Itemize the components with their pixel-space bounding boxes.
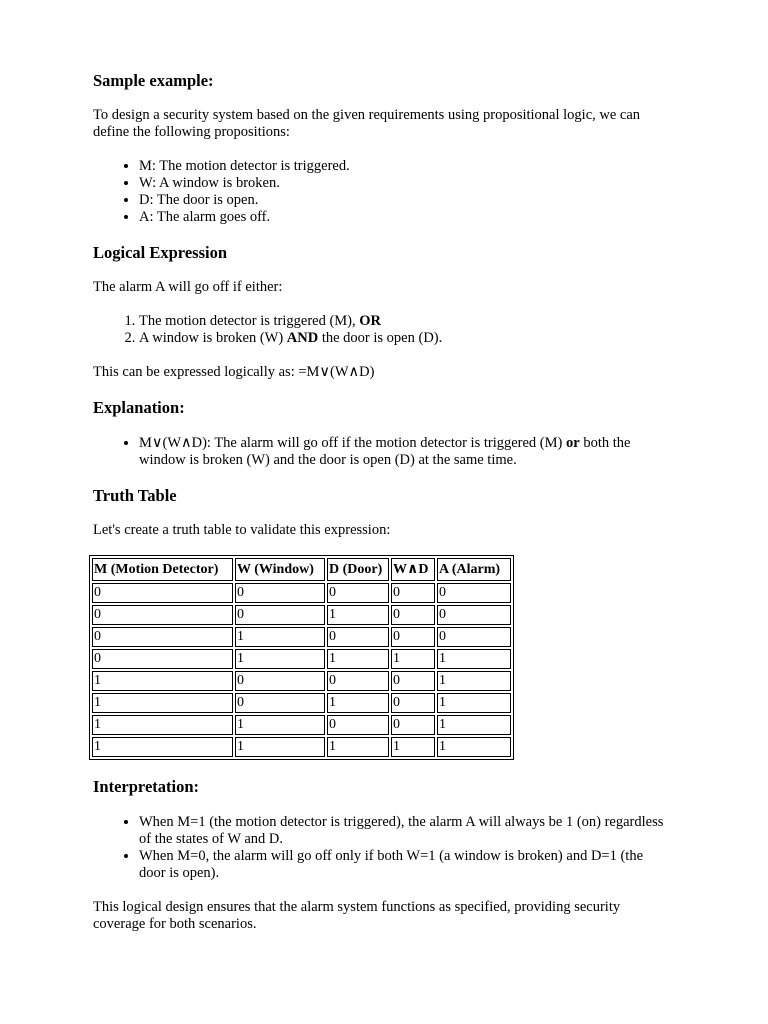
truth-table-header-row bbox=[92, 558, 511, 581]
truth-table-body bbox=[92, 583, 511, 757]
table-cell: 1 bbox=[92, 715, 233, 735]
table-cell: 1 bbox=[92, 693, 233, 713]
table-cell: 0 bbox=[327, 583, 389, 603]
table-cell: 0 bbox=[235, 671, 325, 691]
condition-item bbox=[139, 313, 673, 330]
table-cell: 0 bbox=[391, 715, 435, 735]
explanation-text: M∨(W∧D): The alarm will go off if the motion detector is triggered (M) bbox=[139, 435, 566, 451]
table-cell: 1 bbox=[391, 649, 435, 669]
conclusion-paragraph: This logical design ensures that the alarm system functions as specified, providing security coverage for both scenarios. bbox=[93, 899, 621, 932]
table-cell: 0 bbox=[235, 605, 325, 625]
proposition-item: • W: A window is broken. bbox=[139, 175, 673, 192]
proposition-item: • M: The motion detector is triggered. bbox=[139, 158, 673, 175]
table-cell: 1 bbox=[437, 693, 511, 713]
header-alarm: A (Alarm) bbox=[437, 558, 511, 581]
table-cell: 1 bbox=[235, 627, 325, 647]
table-cell: 1 bbox=[327, 649, 389, 669]
proposition-item: • A: The alarm goes off. bbox=[139, 209, 673, 226]
table-row bbox=[92, 715, 511, 735]
explanation-text: both the window is broken (W) and the door is open (D) at the same time. bbox=[139, 435, 631, 468]
logical-heading: Logical Expression bbox=[93, 243, 228, 262]
table-row bbox=[92, 649, 511, 669]
header-motion-detector: M (Motion Detector) bbox=[92, 558, 233, 581]
table-cell: 0 bbox=[92, 627, 233, 647]
table-row bbox=[92, 583, 511, 603]
condition-operator: AND bbox=[286, 330, 319, 346]
table-cell: 0 bbox=[437, 583, 511, 603]
table-cell: 1 bbox=[235, 737, 325, 757]
explanation-item bbox=[139, 435, 673, 469]
table-row bbox=[92, 671, 511, 691]
table-cell: 0 bbox=[327, 671, 389, 691]
explanation-list bbox=[93, 435, 673, 469]
table-cell: 1 bbox=[92, 671, 233, 691]
sample-intro: To design a security system based on the given requirements using propositional logic, we can define the following propositions: bbox=[93, 107, 641, 140]
table-row bbox=[92, 693, 511, 713]
table-cell: 1 bbox=[92, 737, 233, 757]
table-row bbox=[92, 627, 511, 647]
condition-text: the door is open (D). bbox=[318, 330, 443, 346]
sample-heading: Sample example: bbox=[93, 71, 214, 90]
header-door: D (Door) bbox=[327, 558, 389, 581]
table-cell: 1 bbox=[437, 649, 511, 669]
table-cell: 0 bbox=[391, 693, 435, 713]
table-cell: 0 bbox=[92, 649, 233, 669]
interpretation-list bbox=[93, 814, 673, 882]
table-cell: 0 bbox=[391, 671, 435, 691]
table-cell: 1 bbox=[391, 737, 435, 757]
table-cell: 0 bbox=[92, 605, 233, 625]
table-cell: 0 bbox=[327, 627, 389, 647]
table-row bbox=[92, 605, 511, 625]
table-cell: 0 bbox=[391, 605, 435, 625]
table-cell: 0 bbox=[391, 583, 435, 603]
header-window: W (Window) bbox=[235, 558, 325, 581]
condition-operator: OR bbox=[359, 313, 382, 329]
table-cell: 0 bbox=[327, 715, 389, 735]
table-row bbox=[92, 737, 511, 757]
table-cell: 0 bbox=[391, 627, 435, 647]
table-cell: 1 bbox=[437, 715, 511, 735]
table-cell: 1 bbox=[235, 715, 325, 735]
interpretation-heading: Interpretation: bbox=[93, 777, 200, 796]
table-cell: 0 bbox=[235, 583, 325, 603]
table-cell: 1 bbox=[327, 693, 389, 713]
explanation-heading: Explanation: bbox=[93, 398, 185, 417]
condition-text: A window is broken (W) bbox=[139, 330, 287, 346]
table-cell: 1 bbox=[437, 737, 511, 757]
logical-conditions-list bbox=[93, 313, 673, 347]
logical-intro: The alarm A will go off if either: bbox=[93, 279, 283, 295]
table-cell: 0 bbox=[437, 627, 511, 647]
propositions-list bbox=[93, 158, 673, 226]
truth-table-heading: Truth Table bbox=[93, 486, 177, 505]
table-cell: 0 bbox=[437, 605, 511, 625]
condition-item bbox=[139, 330, 673, 347]
header-w-and-d: W∧D bbox=[391, 558, 435, 581]
condition-text: The motion detector is triggered (M), bbox=[139, 313, 360, 329]
table-cell: 1 bbox=[437, 671, 511, 691]
table-cell: 1 bbox=[327, 605, 389, 625]
table-cell: 0 bbox=[92, 583, 233, 603]
proposition-item: • D: The door is open. bbox=[139, 192, 673, 209]
table-cell: 1 bbox=[235, 649, 325, 669]
table-cell: 1 bbox=[327, 737, 389, 757]
interpretation-item: • When M=0, the alarm will go off only if both W=1 (a window is broken) and D=1 (the door is open). bbox=[139, 848, 673, 882]
interpretation-item: • When M=1 (the motion detector is triggered), the alarm A will always be 1 (on) regardless of the states of W and D. bbox=[139, 814, 673, 848]
logical-expression: This can be expressed logically as: =M∨(W∧D) bbox=[93, 364, 375, 380]
table-cell: 0 bbox=[235, 693, 325, 713]
truth-table bbox=[89, 555, 514, 760]
truth-table-intro: Let's create a truth table to validate this expression: bbox=[93, 522, 391, 538]
explanation-operator: or bbox=[566, 435, 580, 451]
